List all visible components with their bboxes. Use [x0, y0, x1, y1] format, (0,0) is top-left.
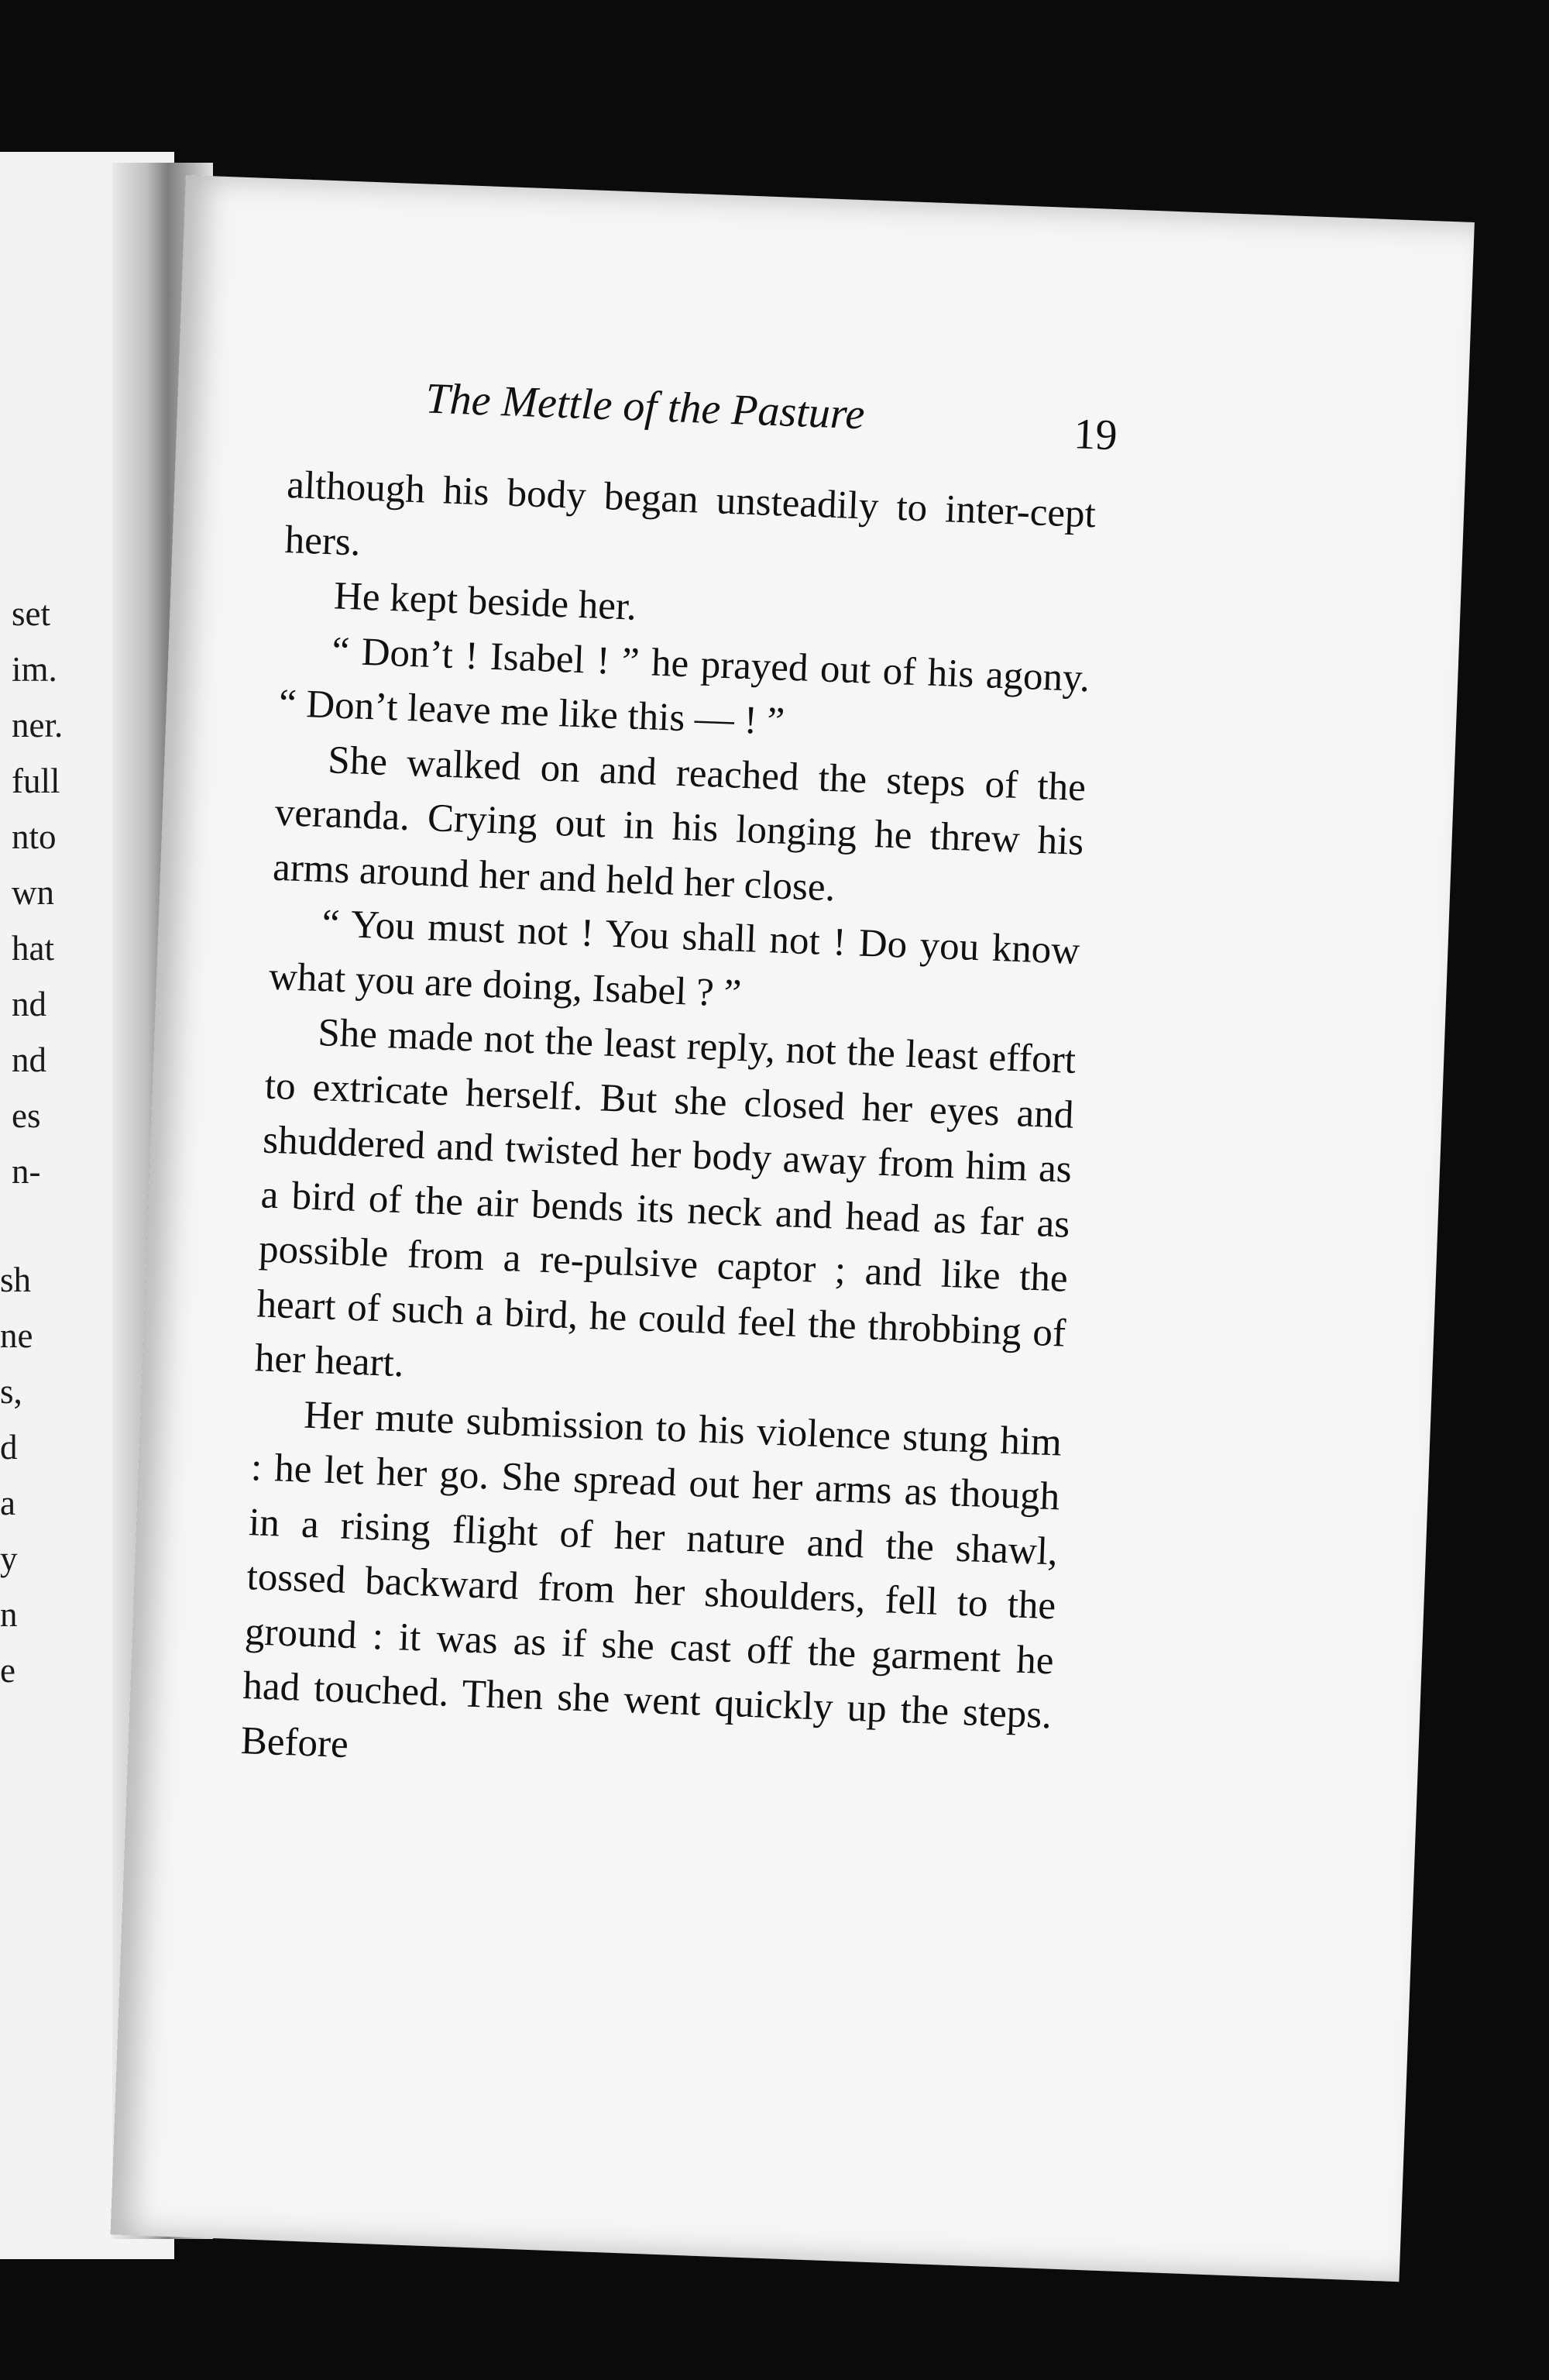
- left-page-fragment: set: [12, 594, 50, 633]
- left-page-fragment: e: [0, 1651, 15, 1690]
- paragraph: “ Don’t ! Isabel ! ” he prayed out of his agony. “ Don’t leave me like this — ! ”: [278, 628, 1091, 744]
- page-body-text: [240, 458, 1097, 1797]
- paragraph: He kept beside her.: [333, 574, 637, 629]
- paragraph: “ You must not ! You shall not ! Do you know what you are doing, Isabel ? ”: [268, 902, 1081, 1016]
- left-page-fragment: full: [12, 762, 60, 800]
- left-page-fragment: a: [0, 1484, 15, 1522]
- paragraph: although his body began unsteadily to inter-cept hers.: [283, 463, 1097, 565]
- paragraph: Her mute submission to his violence stung him : he let her go. She spread out her arms as though in a rising flight of her nature and the shawl, tossed backward from her shoulders, fell to the ground : it was as if she cast off the garment he had touched. Then she went quickly up the steps. Before: [239, 1393, 1063, 1766]
- left-page-fragment: hat: [12, 929, 54, 968]
- running-head: The Mettle of the Pasture: [424, 374, 866, 439]
- left-page-fragment: ne: [0, 1316, 33, 1355]
- left-page-fragment: n: [0, 1595, 18, 1634]
- left-page-fragment: wn: [12, 873, 54, 912]
- left-page-fragment: nto: [12, 817, 57, 856]
- left-page-fragment: im.: [12, 650, 57, 689]
- left-page-fragment: n-: [12, 1152, 41, 1191]
- left-page-fragment: nd: [12, 985, 46, 1023]
- left-page-fragment: nd: [12, 1040, 46, 1079]
- left-page-fragment: ner.: [12, 706, 64, 745]
- left-page-fragment: s,: [0, 1372, 22, 1411]
- page-number: 19: [1073, 410, 1118, 460]
- left-page-fragment: d: [0, 1428, 18, 1467]
- left-page-fragment: sh: [0, 1261, 32, 1299]
- paragraph: She walked on and reached the steps of the veranda. Crying out in his longing he threw his arms around her and held her close.: [272, 738, 1087, 910]
- paragraph: She made not the least reply, not the least effort to extricate herself. But she closed her eyes and shuddered and twisted her body away from him as a bird of the air bends its neck and head as far as possible from a re-pulsive captor ; and like the heart of such a bird, he could feel the throbbing of her heart.: [254, 1011, 1077, 1386]
- left-page-fragment: es: [12, 1096, 41, 1135]
- left-page-fragment: y: [0, 1539, 18, 1578]
- book-page: [111, 175, 1475, 2282]
